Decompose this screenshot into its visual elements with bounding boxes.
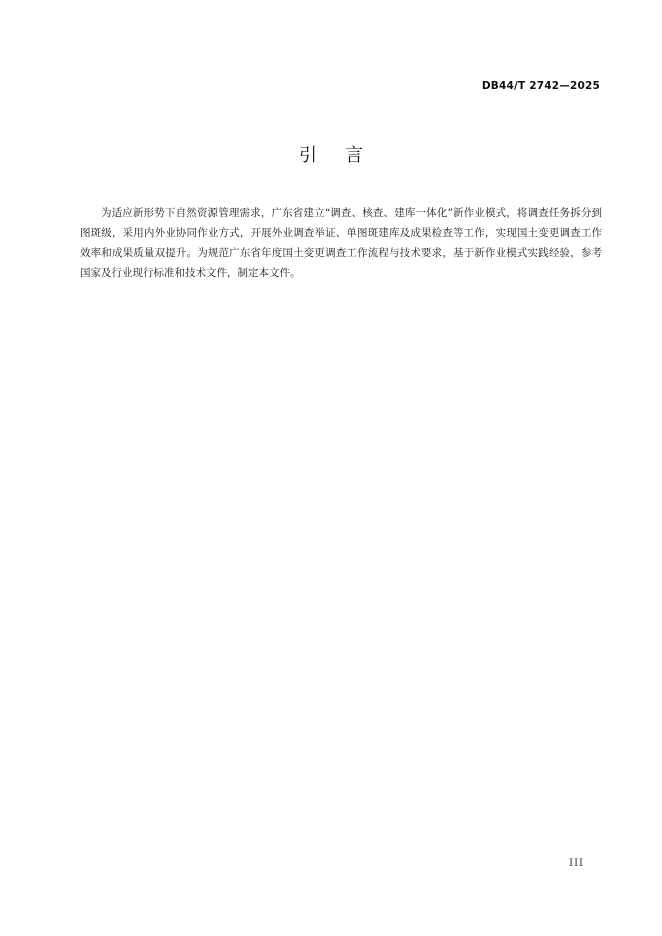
page-number: III [569, 858, 584, 869]
introduction-paragraph: 为适应新形势下自然资源管理需求，广东省建立“调查、核查、建库一体化”新作业模式，将调查任务拆分到图斑级，采用内外业协同作业方式，开展外业调查举证、单图斑建库及成果检查等工作，实现国土变更调查工作效率和成果质量双提升。为规范广东省年度国土变更调查工作流程与技术要求，基于新作业模式实践经验，参考国家及行业现行标准和技术文件，制定本文件。 [80, 206, 602, 279]
standard-code: DB44/T 2742—2025 [481, 80, 600, 92]
section-title: 引言 [299, 145, 391, 166]
